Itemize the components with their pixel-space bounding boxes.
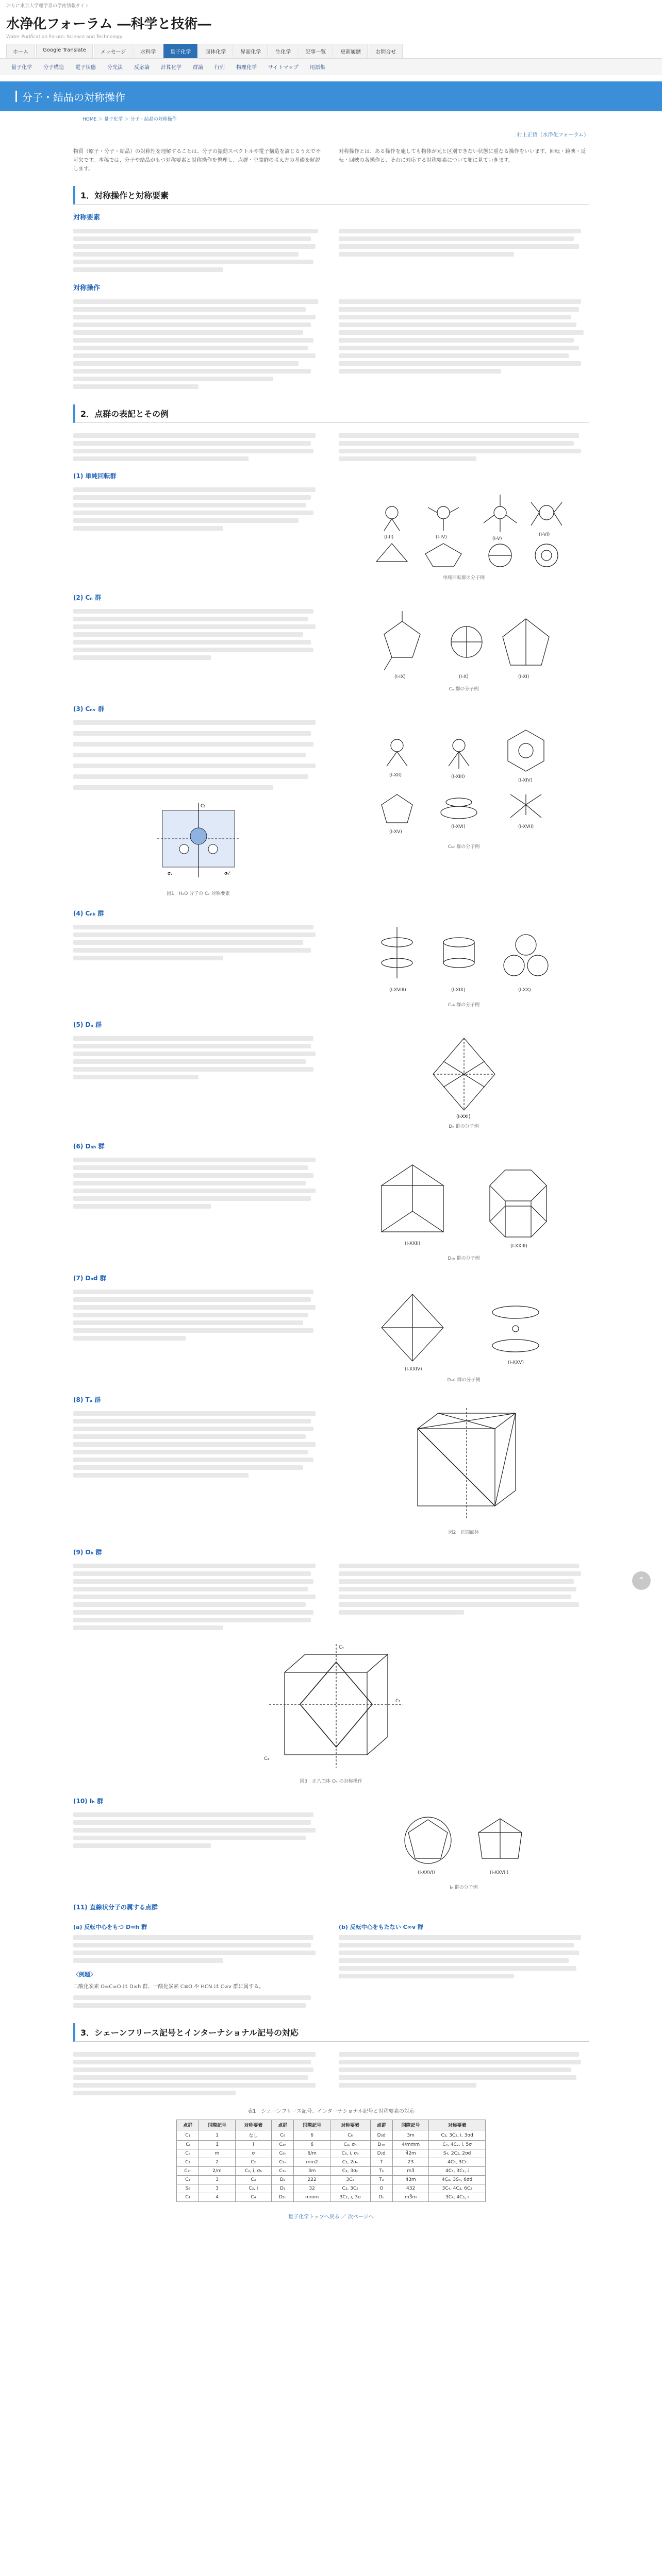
fig-dn bbox=[407, 1033, 521, 1121]
elements-text bbox=[73, 226, 589, 275]
table-cell: 32 bbox=[294, 2184, 330, 2193]
table-cell: D₂d bbox=[370, 2149, 392, 2158]
table-cell: C₂ bbox=[235, 2158, 271, 2167]
caption-2: Cₙ 群の分子例 bbox=[449, 687, 479, 692]
caption-6: Dₙₕ 群の分子例 bbox=[448, 1256, 480, 1261]
section-2-title: 2．点群の表記とその例 bbox=[73, 404, 589, 423]
group-row-4 bbox=[73, 922, 589, 1008]
group-head-9: (9) Oₕ 群 bbox=[73, 1549, 102, 1556]
group-head-2: (2) Cₙ 群 bbox=[73, 594, 101, 601]
section-2-intro bbox=[73, 430, 589, 464]
subnav-link-9[interactable]: サイトマップ bbox=[268, 65, 299, 71]
table-cell: S₆ bbox=[177, 2184, 199, 2193]
table-caption: 表1 シェーンフリース記号、インターナショナル記号と対称要素の対応 bbox=[247, 2109, 415, 2114]
group-row-7 bbox=[73, 1286, 589, 1383]
fig-tetrahedron bbox=[397, 1408, 531, 1527]
table-cell: m bbox=[199, 2149, 235, 2158]
svg-text:(I-II): (I-II) bbox=[384, 535, 393, 540]
caption-3a: 図1 H₂O 分子の Cᵥ 対称要素 bbox=[167, 891, 230, 896]
table-cell: i bbox=[235, 2141, 271, 2149]
table-cell: 3m bbox=[294, 2167, 330, 2176]
caption-9: 図3 正八面体 Oₕ の対称操作 bbox=[300, 1779, 362, 1784]
table-row bbox=[177, 2158, 486, 2167]
nav-tab-8[interactable]: 記事一覧 bbox=[299, 44, 333, 58]
nav-tab-0[interactable]: ホーム bbox=[6, 44, 35, 58]
group-head-8: (8) Tₐ 群 bbox=[73, 1396, 101, 1403]
table-header: 国際記号 bbox=[392, 2120, 428, 2130]
article bbox=[73, 126, 589, 2220]
site-topline: おもに東京大学理学系の学術情報サイト bbox=[6, 4, 90, 9]
table-cell: Tₐ bbox=[370, 2176, 392, 2184]
subnav-link-8[interactable]: 物理化学 bbox=[236, 65, 257, 71]
intro-right: 対称操作とは、ある操作を施しても物体が元と区別できない状態に重なる操作をいいます。回転・鏡映・反転・回映の各操作と、それに対応する対称要素について順に見ていきます。 bbox=[339, 149, 586, 163]
table-cell: 6̄ bbox=[294, 2141, 330, 2149]
oh-text bbox=[73, 1561, 589, 1633]
symmetry-table bbox=[176, 2120, 486, 2202]
table-cell: 432 bbox=[392, 2184, 428, 2193]
table-cell: 4/mmm bbox=[392, 2141, 428, 2149]
table-cell: m3̄ bbox=[392, 2167, 428, 2176]
caption-7: Dₙd 群の分子例 bbox=[447, 1378, 481, 1383]
table-cell: 3 bbox=[199, 2176, 235, 2184]
table-row bbox=[177, 2141, 486, 2149]
table-cell: 23 bbox=[392, 2158, 428, 2167]
table-cell: C₄, 4C₂, i, 5σ bbox=[429, 2141, 486, 2149]
scroll-to-top-button[interactable] bbox=[632, 1571, 651, 1590]
caption-1: 単純回転群の分子例 bbox=[442, 575, 485, 581]
breadcrumb[interactable]: HOME ＞ 量子化学 ＞ 分子・結晶の対称操作 bbox=[82, 117, 177, 122]
table-cell: 3̄ bbox=[199, 2184, 235, 2193]
subsection-elements: 対称要素 bbox=[73, 214, 101, 222]
table-row bbox=[177, 2176, 486, 2184]
banner-accent bbox=[15, 91, 17, 102]
table-header: 対称要素 bbox=[429, 2120, 486, 2130]
linear-text bbox=[73, 1916, 589, 2011]
svg-text:C₄: C₄ bbox=[339, 1645, 344, 1650]
group-head-3: (3) Cₙᵥ 群 bbox=[73, 705, 104, 713]
table-cell: Tₕ bbox=[370, 2167, 392, 2176]
table-cell: Oₕ bbox=[370, 2193, 392, 2202]
table-cell: D₂ bbox=[272, 2176, 294, 2184]
svg-text:(I-XXII): (I-XXII) bbox=[404, 1241, 420, 1246]
section-1-title: 1．対称操作と対称要素 bbox=[73, 186, 589, 205]
svg-text:(I-XXVII): (I-XXVII) bbox=[489, 1870, 508, 1875]
table-cell: m3̄m bbox=[392, 2193, 428, 2202]
fig-octahedron bbox=[254, 1641, 408, 1775]
table-cell: 4C₃, 3C₂, i bbox=[429, 2167, 486, 2176]
fig-cnv bbox=[361, 717, 567, 841]
svg-text:(I-XIX): (I-XIX) bbox=[451, 988, 465, 993]
section-3-text bbox=[73, 2049, 589, 2098]
fig-dnh bbox=[361, 1155, 567, 1252]
table-cell: C₂, i, σₕ bbox=[235, 2167, 271, 2176]
nav-tab-9[interactable]: 更新履歴 bbox=[334, 44, 368, 58]
group-row-8 bbox=[73, 1408, 589, 1535]
table-cell: C₄ bbox=[235, 2193, 271, 2202]
svg-text:(I-XVIII): (I-XVIII) bbox=[389, 988, 406, 993]
table-cell: C₄ bbox=[177, 2193, 199, 2202]
table-cell: 3m bbox=[392, 2130, 428, 2141]
table-cell: なし bbox=[235, 2130, 271, 2141]
table-cell: 4 bbox=[199, 2193, 235, 2202]
svg-text:(I-XIII): (I-XIII) bbox=[451, 774, 465, 779]
site-subtitle: Water Purification Forum: Science and Technology bbox=[6, 35, 123, 40]
group-head-10: (10) Iₕ 群 bbox=[73, 1798, 103, 1805]
table-cell: C₃, 3C₂ bbox=[330, 2184, 370, 2193]
table-cell: 2 bbox=[199, 2158, 235, 2167]
group-row-1 bbox=[73, 484, 589, 581]
table-header: 対称要素 bbox=[235, 2120, 271, 2130]
table-cell: C₃ᵥ bbox=[272, 2167, 294, 2176]
table-cell: D₄ₕ bbox=[370, 2141, 392, 2149]
table-cell: 4C₃, 3S₄, 6σd bbox=[429, 2176, 486, 2184]
svg-text:(I-XIV): (I-XIV) bbox=[518, 778, 532, 783]
intro-left: 物質（原子・分子・結晶）の対称性を理解することは、分子の振動スペクトルや電子構造を論じるうえで不可欠です。本稿では、分子や結晶がもつ対称要素と対称操作を整理し、点群・空間群の考え方の基礎を解説します。 bbox=[73, 149, 321, 172]
nav-tab-6[interactable]: 界面化学 bbox=[234, 44, 268, 58]
table-header: 国際記号 bbox=[199, 2120, 235, 2130]
group-head-4: (4) Cₙₕ 群 bbox=[73, 910, 104, 917]
group-head-6: (6) Dₙₕ 群 bbox=[73, 1143, 105, 1150]
svg-text:C₂: C₂ bbox=[395, 1699, 401, 1704]
group-head-11: (11) 直線状分子の属する点群 bbox=[73, 1904, 158, 1911]
primary-nav bbox=[0, 44, 662, 59]
table-row bbox=[177, 2130, 486, 2141]
svg-text:(I-XXV): (I-XXV) bbox=[507, 1360, 524, 1365]
fig-dnd bbox=[361, 1286, 567, 1374]
subnav-link-4[interactable]: 反応論 bbox=[134, 65, 150, 71]
linear-b: (b) 反転中心をもたない C∞v 群 bbox=[339, 1924, 423, 1930]
table-cell: O bbox=[370, 2184, 392, 2193]
table-cell: 1 bbox=[199, 2130, 235, 2141]
site-title[interactable]: 水浄化フォーラム ―科学と技術― bbox=[6, 16, 211, 32]
fig-oh-wrap bbox=[73, 1641, 589, 1784]
table-row bbox=[177, 2167, 486, 2176]
table-header: 点群 bbox=[177, 2120, 199, 2130]
svg-text:σᵥ: σᵥ bbox=[167, 871, 172, 876]
author-link[interactable]: 村上正悟（水浄化フォーラム） bbox=[517, 132, 589, 138]
nav-tab-5[interactable]: 固体化学 bbox=[198, 44, 233, 58]
group-row-6 bbox=[73, 1155, 589, 1261]
svg-text:(I-XVII): (I-XVII) bbox=[518, 824, 534, 829]
svg-text:(I-IX): (I-IX) bbox=[394, 674, 406, 680]
table-cell: 4C₃, 3C₂ bbox=[429, 2158, 486, 2167]
subnav-link-0[interactable]: 量子化学 bbox=[11, 65, 32, 71]
table-cell: 4̄3m bbox=[392, 2176, 428, 2184]
nav-tab-3[interactable]: 水科学 bbox=[134, 44, 162, 58]
subnav-link-3[interactable]: 分光法 bbox=[107, 65, 123, 71]
table-cell: Cₛ bbox=[177, 2149, 199, 2158]
caption-3b: Cₙᵥ 群の分子例 bbox=[448, 844, 480, 850]
svg-text:(I-V): (I-V) bbox=[492, 536, 502, 541]
subnav-link-10[interactable]: 用語集 bbox=[309, 65, 325, 71]
svg-text:(I-IV): (I-IV) bbox=[435, 535, 447, 540]
table-cell: C₃, 3σᵥ bbox=[330, 2167, 370, 2176]
table-cell: D₃d bbox=[370, 2130, 392, 2141]
page-banner bbox=[0, 81, 662, 111]
table-cell: Cᵢ bbox=[177, 2141, 199, 2149]
table-cell: C₃ bbox=[235, 2176, 271, 2184]
table-cell: S₄, 2C₂, 2σd bbox=[429, 2149, 486, 2158]
table-cell: C₂, 2σᵥ bbox=[330, 2158, 370, 2167]
nav-tab-2[interactable]: メッセージ bbox=[94, 44, 133, 58]
svg-text:C₃: C₃ bbox=[264, 1756, 269, 1761]
table-cell: mm2 bbox=[294, 2158, 330, 2167]
table-row bbox=[177, 2184, 486, 2193]
table-cell: C₃, i bbox=[235, 2184, 271, 2193]
subsection-operations: 対称操作 bbox=[73, 284, 101, 292]
table-cell: C₂ₕ bbox=[177, 2167, 199, 2176]
group-head-1: (1) 単純回転群 bbox=[73, 472, 117, 480]
page-title: 分子・結晶の対称操作 bbox=[22, 91, 125, 104]
table-cell: D₂ₕ bbox=[272, 2193, 294, 2202]
table-cell: 4̄2m bbox=[392, 2149, 428, 2158]
svg-text:(I-X): (I-X) bbox=[458, 674, 469, 680]
subnav-link-1[interactable]: 分子構造 bbox=[43, 65, 64, 71]
svg-text:(I-XV): (I-XV) bbox=[389, 829, 402, 835]
svg-text:(I-XVI): (I-XVI) bbox=[451, 824, 465, 829]
table-cell: 6/m bbox=[294, 2149, 330, 2158]
fig-h2o-c2v bbox=[147, 800, 250, 888]
table-cell: C₃, σₕ bbox=[330, 2141, 370, 2149]
subnav-link-7[interactable]: 行列 bbox=[214, 65, 225, 71]
svg-text:(I-XXVI): (I-XXVI) bbox=[417, 1870, 435, 1875]
svg-text:(I-XX): (I-XX) bbox=[518, 988, 531, 993]
group-row-5 bbox=[73, 1033, 589, 1129]
caption-8: 図2 正四面体 bbox=[448, 1530, 479, 1535]
table-cell: C₆ bbox=[330, 2130, 370, 2141]
nav-tab-10[interactable]: お問合せ bbox=[369, 44, 403, 58]
subnav-link-5[interactable]: 計算化学 bbox=[161, 65, 181, 71]
table-cell: 3C₄, 4C₃, 6C₂ bbox=[429, 2184, 486, 2193]
fig-ih bbox=[387, 1809, 541, 1882]
secondary-nav bbox=[0, 59, 662, 75]
table-cell: C₆ₕ bbox=[272, 2149, 294, 2158]
table-cell: C₃, 3C₂, i, 3σd bbox=[429, 2130, 486, 2141]
fig-simple-rotation bbox=[361, 484, 567, 572]
table-cell: C₃ₕ bbox=[272, 2141, 294, 2149]
table-cell: 3C₄, 4C₃, i bbox=[429, 2193, 486, 2202]
group-row-2 bbox=[73, 606, 589, 692]
chevron-up-icon: ⌃ bbox=[637, 1575, 646, 1586]
nav-tab-1[interactable]: Google Translate bbox=[36, 44, 93, 58]
group-row-3 bbox=[73, 717, 589, 896]
svg-text:(I-XXI): (I-XXI) bbox=[456, 1114, 470, 1120]
table-cell: C₁ bbox=[177, 2130, 199, 2141]
example-text: 二酸化炭素 O=C=O は D∞h 群、一酸化炭素 C≡O や HCN は C∞v 群に属する。 bbox=[73, 1984, 264, 1990]
fig-cn bbox=[361, 606, 567, 683]
table-row bbox=[177, 2149, 486, 2158]
operations-text bbox=[73, 296, 589, 392]
linear-a: (a) 反転中心をもつ D∞h 群 bbox=[73, 1924, 147, 1930]
table-row bbox=[177, 2193, 486, 2202]
svg-text:(I-XXIV): (I-XXIV) bbox=[404, 1367, 422, 1372]
fig-cnh bbox=[361, 922, 567, 999]
table-cell: D₃ bbox=[272, 2184, 294, 2193]
table-cell: 222 bbox=[294, 2176, 330, 2184]
svg-text:(I-VI): (I-VI) bbox=[538, 532, 550, 537]
table-cell: 3C₂, i, 3σ bbox=[330, 2193, 370, 2202]
svg-text:C₂: C₂ bbox=[200, 804, 206, 809]
table-cell: 2/m bbox=[199, 2167, 235, 2176]
table-cell: C₆, i, σₕ bbox=[330, 2149, 370, 2158]
table-header: 点群 bbox=[370, 2120, 392, 2130]
caption-5: Dₙ 群の分子例 bbox=[449, 1124, 479, 1129]
nav-tab-7[interactable]: 生化学 bbox=[269, 44, 297, 58]
caption-10: Iₕ 群の分子例 bbox=[450, 1885, 478, 1890]
svg-text:(I-XII): (I-XII) bbox=[389, 773, 402, 778]
table-cell: mmm bbox=[294, 2193, 330, 2202]
table-cell: C₃ bbox=[177, 2176, 199, 2184]
table-cell: 1̄ bbox=[199, 2141, 235, 2149]
table-cell: σ bbox=[235, 2149, 271, 2158]
subnav-link-6[interactable]: 群論 bbox=[193, 65, 203, 71]
table-cell: 6 bbox=[294, 2130, 330, 2141]
nav-tab-4[interactable]: 量子化学 bbox=[163, 44, 197, 58]
group-head-5: (5) Dₙ 群 bbox=[73, 1021, 102, 1028]
table-header: 国際記号 bbox=[294, 2120, 330, 2130]
table-cell: C₆ bbox=[272, 2130, 294, 2141]
subnav-link-2[interactable]: 電子状態 bbox=[75, 65, 96, 71]
table-cell: 3C₂ bbox=[330, 2176, 370, 2184]
svg-text:σᵥ': σᵥ' bbox=[224, 871, 230, 876]
intro bbox=[73, 147, 589, 174]
table-cell: C₂ᵥ bbox=[272, 2158, 294, 2167]
group-head-7: (7) Dₙd 群 bbox=[73, 1275, 106, 1282]
table-header: 対称要素 bbox=[330, 2120, 370, 2130]
table-cell: C₂ bbox=[177, 2158, 199, 2167]
svg-text:(I-XI): (I-XI) bbox=[518, 674, 529, 680]
group-row-10 bbox=[73, 1809, 589, 1890]
footer-link[interactable]: 量子化学トップへ戻る ／ 次ページへ bbox=[288, 2214, 374, 2220]
section-3-title: 3．シェーンフリース記号とインターナショナル記号の対応 bbox=[73, 2023, 589, 2042]
svg-text:(I-XXIII): (I-XXIII) bbox=[510, 1244, 527, 1249]
table-header: 点群 bbox=[272, 2120, 294, 2130]
example-head: 〈例題〉 bbox=[73, 1971, 96, 1978]
caption-4: Cₙₕ 群の分子例 bbox=[448, 1003, 480, 1008]
table-cell: T bbox=[370, 2158, 392, 2167]
